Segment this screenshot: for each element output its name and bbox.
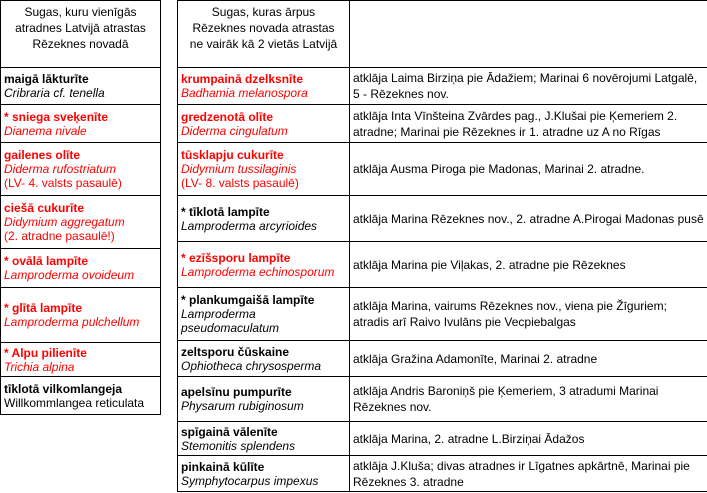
- header-line: Sugas, kuru vienīgās: [24, 5, 137, 19]
- species-common-name: apelsīnu pumpurīte: [181, 385, 292, 399]
- species-scientific-name: Lamproderma pseudomaculatum: [181, 307, 280, 335]
- species-scientific-name: Lamproderma echinosporum: [181, 264, 335, 279]
- right-table-header-empty: [350, 1, 707, 68]
- species-cell: [178, 143, 350, 196]
- species-cell: [1, 343, 161, 377]
- species-common-name: zeltsporu čūskaine: [181, 344, 290, 359]
- discovery-note: atklāja Marina Rēzeknes nov., 2. atradne A.Pirogai Madonas pusē: [350, 196, 707, 242]
- species-common-name: krumpainā dzelksnīte: [181, 72, 304, 86]
- discovery-note: atklāja Marina, vairums Rēzeknes nov., viena pie Žīguriem; atradis arī Raivo Ivulāns pie Vecpiebalgas: [350, 288, 707, 341]
- header-line: Sugas, kuras ārpus: [211, 5, 316, 19]
- discovery-note: atklāja Inta Vīnšteina Zvārdes pag., J.Klušai pie Ķemeriem 2. atradne; Marinai pie Rēzeknes ir 1. atradne uz A no Rīgas: [350, 105, 707, 143]
- species-scientific-name: Lamproderma arcyrioides: [181, 218, 318, 233]
- species-common-name: gailenes olīte: [4, 148, 81, 162]
- species-cell: [1, 105, 161, 143]
- species-scientific-name: Didymium aggregatum: [4, 215, 125, 229]
- species-note: (LV- 4. valsts pasaulē): [4, 176, 122, 190]
- species-scientific-name: Lamproderma pulchellum: [4, 315, 140, 329]
- discovery-note: atklāja Ausma Piroga pie Madonas, Marinai 2. atradne.: [350, 143, 707, 196]
- species-common-name: * glītā lampīte: [4, 301, 83, 315]
- right-table-header: [178, 1, 350, 68]
- species-scientific-name: Lamproderma ovoideum: [4, 268, 135, 282]
- species-cell: [178, 341, 350, 377]
- species-common-name: * ezīšsporu lampīte: [181, 250, 291, 265]
- species-scientific-name: Diderma cingulatum: [181, 123, 288, 138]
- species-note: (2. atradne pasaulē!): [4, 229, 115, 243]
- header-line: Rēzeknes novada atrastas: [192, 21, 335, 35]
- species-common-name: * ovālā lampīte: [4, 254, 89, 268]
- species-common-name: gredzenotā olīte: [181, 109, 274, 124]
- species-scientific-name: Stemonitis splendens: [181, 438, 296, 453]
- species-cell: [178, 456, 350, 492]
- header-line: ne vairāk kā 2 vietās Latvijā: [189, 37, 338, 51]
- species-common-name: * Alpu pilienīte: [4, 345, 87, 360]
- discovery-note: atklāja Marina, 2. atradne L.Birziņai Ādažos: [350, 422, 707, 456]
- species-scientific-name: Cribraria cf. tenella: [4, 86, 105, 100]
- species-scientific-name: Ophiotheca chrysosperma: [181, 358, 322, 373]
- discovery-note: atklāja J.Kluša; divas atradnes ir Līgatnes apkārtnē, Marinai pie Rēzeknes 3. atradne: [350, 456, 707, 492]
- species-common-name: ciešā cukurīte: [4, 201, 85, 215]
- species-scientific-name: Symphytocarpus impexus: [181, 473, 319, 488]
- left-table-header: [1, 1, 161, 68]
- species-cell: [1, 143, 161, 196]
- species-scientific-name: Physarum rubiginosum: [181, 399, 304, 413]
- species-common-name: spīgainā vālenīte: [181, 424, 278, 439]
- species-common-name: tūsklapju cukurīte: [181, 148, 284, 162]
- species-common-name: tīklotā vilkomlangeja: [4, 381, 123, 396]
- species-cell: [178, 68, 350, 105]
- header-line: Rēzeknes novadā: [32, 37, 129, 51]
- species-cell: [1, 196, 161, 249]
- species-scientific-name: Badhamia melanospora: [181, 86, 308, 100]
- species-cell: [1, 377, 161, 415]
- species-scientific-name: Trichia alpina: [4, 359, 75, 374]
- species-scientific-name: Willkommlangea reticulata: [4, 395, 145, 410]
- header-line: atradnes Latvijā atrastas: [15, 21, 146, 35]
- discovery-note: atklāja Marina pie Viļakas, 2. atradne pie Rēzeknes: [350, 242, 707, 288]
- species-scientific-name: Didymium tussilaginis: [181, 162, 297, 176]
- species-cell: [1, 249, 161, 288]
- species-cell: [178, 288, 350, 341]
- species-cell: [1, 288, 161, 343]
- species-cell: [178, 105, 350, 143]
- species-cell: [178, 242, 350, 288]
- species-common-name: * tīklotā lampīte: [181, 204, 270, 219]
- species-cell: [178, 196, 350, 242]
- discovery-note: atklāja Laima Birziņa pie Ādažiem; Marinai 6 novērojumi Latgalē, 5 - Rēzeknes nov.: [350, 68, 707, 105]
- species-cell: [178, 422, 350, 456]
- species-cell: [1, 68, 161, 105]
- rare-species-table: [177, 0, 707, 492]
- species-cell: [178, 377, 350, 422]
- species-common-name: * sniega sveķenīte: [4, 109, 109, 124]
- species-scientific-name: Dianema nivale: [4, 123, 87, 138]
- species-common-name: pinkainā kūlīte: [181, 459, 265, 474]
- species-common-name: maigā lākturīte: [4, 72, 89, 86]
- species-common-name: * plankumgaišā lampīte: [181, 293, 315, 307]
- species-scientific-name: Diderma rufostriatum: [4, 162, 117, 176]
- endemic-species-table: [0, 0, 161, 415]
- species-note: (LV- 8. valsts pasaulē): [181, 176, 299, 190]
- discovery-note: atklāja Gražina Adamonīte, Marinai 2. atradne: [350, 341, 707, 377]
- discovery-note: atklāja Andris Baroniņš pie Ķemeriem, 3 atradumi Marinai Rēzeknes nov.: [350, 377, 707, 422]
